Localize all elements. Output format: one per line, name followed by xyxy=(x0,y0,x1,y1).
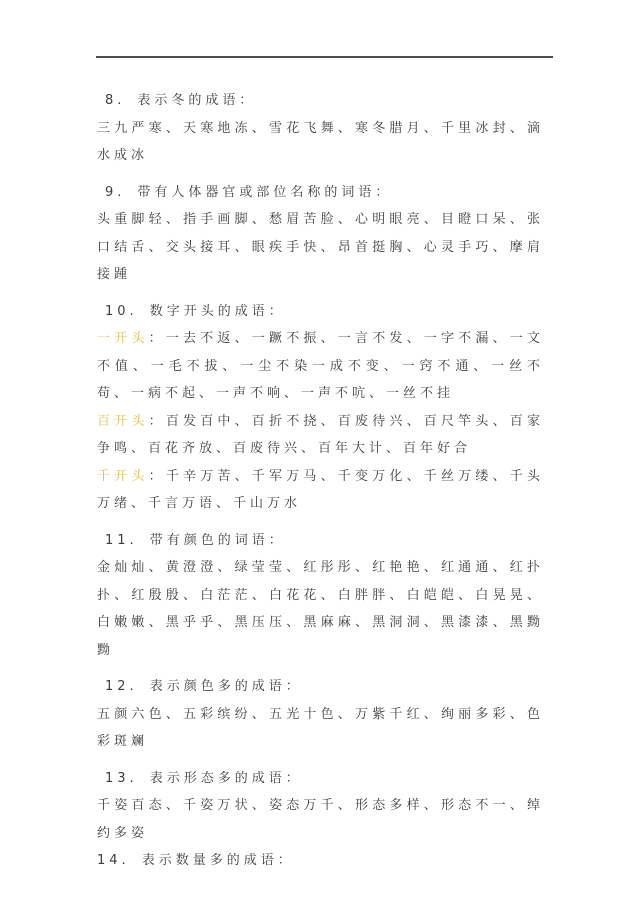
highlight-label-qian: 千开头 xyxy=(97,468,149,484)
section-9-body: 头重脚轻、指手画脚、愁眉苦脸、心明眼亮、目瞪口呆、张口结舌、交头接耳、眼疾手快、昂首挺胸、心灵手巧、摩肩接踵 xyxy=(97,212,544,282)
section-title: 带有人体器官或部位名称的词语： xyxy=(137,184,393,200)
section-13-body: 千姿百态、千姿万状、姿态万千、形态多样、形态不一、绰约多姿 xyxy=(97,798,544,841)
section-10 xyxy=(97,298,544,518)
label-colon: ： xyxy=(148,468,166,484)
horizontal-divider xyxy=(96,56,553,58)
section-title: 表示颜色多的成语： xyxy=(149,679,303,694)
section-10-group-yi xyxy=(97,325,544,408)
section-title: 表示数量多的成语： xyxy=(141,853,295,868)
group-body-bai: 百发百中、百折不挠、百废待兴、百尺竿头、百家争鸣、百花齐放、百废待兴、百年大计、百年好合 xyxy=(97,413,544,456)
section-9 xyxy=(97,179,544,289)
section-title: 表示形态多的成语： xyxy=(149,770,303,786)
section-8-heading xyxy=(97,87,544,115)
section-number: 13. xyxy=(105,770,138,786)
section-12 xyxy=(97,673,544,756)
section-number: 10. xyxy=(105,303,138,319)
section-12-heading xyxy=(97,673,544,701)
highlight-label-yi: 一开头 xyxy=(97,331,149,346)
document-content xyxy=(97,87,544,875)
section-13-heading xyxy=(97,765,544,793)
group-body-yi: 一去不返、一蹶不振、一言不发、一字不漏、一文不值、一毛不拔、一尘不染一成不变、一窍不通、一丝不苟、一病不起、一声不响、一声不吭、一丝不挂 xyxy=(97,331,544,401)
section-11 xyxy=(97,527,544,665)
section-number: 9. xyxy=(105,184,126,200)
section-number: 14. xyxy=(97,853,130,868)
section-11-heading xyxy=(97,527,544,555)
section-8 xyxy=(97,87,544,170)
section-number: 12. xyxy=(105,679,138,694)
label-colon: ： xyxy=(148,413,166,429)
section-9-heading xyxy=(97,179,544,207)
section-title: 数字开头的成语： xyxy=(149,303,286,319)
group-body-qian: 千辛万苦、千军万马、千变万化、千丝万缕、千头万绪、千言万语、千山万水 xyxy=(97,468,544,511)
label-colon: ： xyxy=(148,331,166,346)
section-14-heading xyxy=(97,847,544,875)
section-10-group-bai xyxy=(97,408,544,463)
section-title: 表示冬的成语： xyxy=(137,93,257,108)
section-number: 11. xyxy=(105,532,138,548)
section-title: 带有颜色的词语： xyxy=(149,532,286,548)
section-8-body: 三九严寒、天寒地冻、雪花飞舞、寒冬腊月、千里冰封、滴水成冰 xyxy=(97,120,544,163)
highlight-label-bai: 百开头 xyxy=(97,413,149,429)
section-13 xyxy=(97,765,544,848)
section-14 xyxy=(97,847,544,875)
section-11-body: 金灿灿、黄澄澄、绿莹莹、红彤彤、红艳艳、红通通、红扑扑、红殷殷、白茫茫、白花花、白胖胖、白皑皑、白晃晃、白嫩嫩、黑乎乎、黑压压、黑麻麻、黑洞洞、黑漆漆、黑黝黝 xyxy=(97,560,544,658)
section-10-heading xyxy=(97,298,544,326)
section-12-body: 五颜六色、五彩缤纷、五光十色、万紫千红、绚丽多彩、色彩斑斓 xyxy=(97,706,544,749)
section-number: 8. xyxy=(105,93,126,108)
section-10-group-qian xyxy=(97,463,544,518)
